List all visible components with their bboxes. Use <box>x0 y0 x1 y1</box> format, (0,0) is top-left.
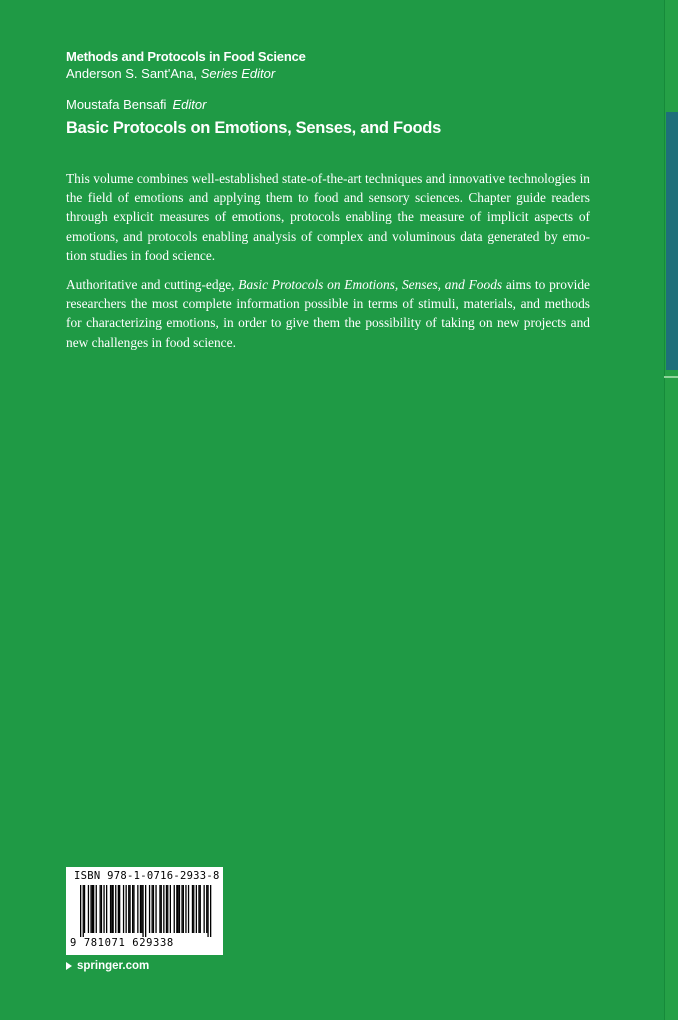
barcode-bar <box>149 885 150 933</box>
series-editor <box>66 65 306 82</box>
book-editor <box>66 96 206 113</box>
barcode-bar <box>159 885 160 933</box>
barcode-bar <box>170 885 171 933</box>
description <box>66 169 590 362</box>
barcode-bar <box>106 885 107 933</box>
description-paragraph-2 <box>66 275 590 352</box>
barcode-bar <box>90 885 91 933</box>
description-paragraph-2-prefix: Authoritative and cutting-edge, <box>66 277 239 293</box>
barcode-bar <box>133 885 134 933</box>
barcode-bar <box>152 885 153 933</box>
description-paragraph-2-suffix: aims to provide researchers the most complete information possible in terms of stimuli, materials, and methods for characterizing emotions, in order to give them the possibility of taking on new projects and new challenges in food science. <box>66 277 590 350</box>
barcode-bar <box>83 885 84 937</box>
barcode-bar <box>207 885 208 937</box>
barcode-bar <box>123 885 124 933</box>
barcode-bar <box>174 885 175 933</box>
barcode-bar <box>178 885 179 933</box>
book-editor-role: Editor <box>172 97 207 112</box>
barcode-bar <box>192 885 193 933</box>
barcode-bar <box>110 885 111 933</box>
barcode-bar <box>145 885 146 937</box>
barcode-bar <box>140 885 141 933</box>
barcode-bar <box>119 885 120 933</box>
book-editor-name: Moustafa Bensafi <box>66 97 167 112</box>
barcode-bar <box>181 885 182 933</box>
barcode-bar <box>101 885 102 933</box>
barcode-bar <box>167 885 168 933</box>
arrow-right-icon <box>66 962 72 970</box>
series-title: Methods and Protocols in Food Science <box>66 49 306 64</box>
barcode-bar <box>200 885 201 933</box>
barcode-bar <box>206 885 207 933</box>
barcode-bar <box>126 885 127 933</box>
barcode-bar <box>161 885 162 933</box>
barcode-bar <box>141 885 142 933</box>
barcode-bar <box>196 885 197 933</box>
spine-divider <box>664 376 678 378</box>
publisher-url: springer.com <box>77 960 150 972</box>
publisher-link[interactable] <box>66 960 149 972</box>
barcode-bar <box>111 885 112 933</box>
barcode-bar <box>84 885 85 933</box>
barcode-bar <box>198 885 199 933</box>
barcode-bar <box>132 885 133 933</box>
barcode-bar <box>153 885 154 933</box>
barcode-bar <box>155 885 156 933</box>
barcode-bar <box>115 885 116 933</box>
barcode-bar <box>93 885 94 933</box>
description-paragraph-1: This volume combines well-established state-of-the-art techniques and innovative technologies in the field of emotions and applying them to food and sensory sciences. Chapter guide readers through explicit measures of emotions, protocols enabling the measure of implicit aspects of emotions, and protocols enabling analysis of complex and voluminous data generated by emo-tion studies in food science. <box>66 171 590 263</box>
series-editor-name: Anderson S. Sant'Ana, <box>66 66 198 81</box>
barcode-bar <box>137 885 138 933</box>
isbn-label: ISBN 978-1-0716-2933-8 <box>74 870 220 882</box>
barcode-bars <box>80 885 212 937</box>
barcode-bar <box>142 885 143 937</box>
spine-accent-band <box>666 112 678 370</box>
barcode-bar <box>176 885 177 933</box>
barcode-bar <box>129 885 130 933</box>
description-book-title-italic: Basic Protocols on Emotions, Senses, and Foods <box>238 277 503 293</box>
series-info <box>66 48 306 82</box>
barcode-bar <box>163 885 164 933</box>
barcode-bar <box>179 885 180 933</box>
barcode-bar <box>166 885 167 933</box>
barcode-bar <box>88 885 89 933</box>
barcode-bar <box>188 885 189 933</box>
series-editor-role: Series Editor <box>200 66 276 81</box>
barcode-bar <box>204 885 205 933</box>
barcode-bar <box>183 885 184 933</box>
barcode-bar <box>96 885 97 933</box>
barcode-bar <box>100 885 101 933</box>
barcode-bar <box>103 885 104 933</box>
isbn-barcode <box>66 867 223 955</box>
barcode-bar <box>210 885 211 937</box>
barcode-bar <box>113 885 114 933</box>
barcode-bar <box>92 885 93 933</box>
barcode-digits: 9 781071 629338 <box>70 937 174 949</box>
barcode-bar <box>185 885 186 933</box>
barcode-bar <box>80 885 81 937</box>
barcode-bar <box>193 885 194 933</box>
book-title: Basic Protocols on Emotions, Senses, and Foods <box>66 119 441 137</box>
barcode-bar <box>118 885 119 933</box>
barcode-bar <box>128 885 129 933</box>
